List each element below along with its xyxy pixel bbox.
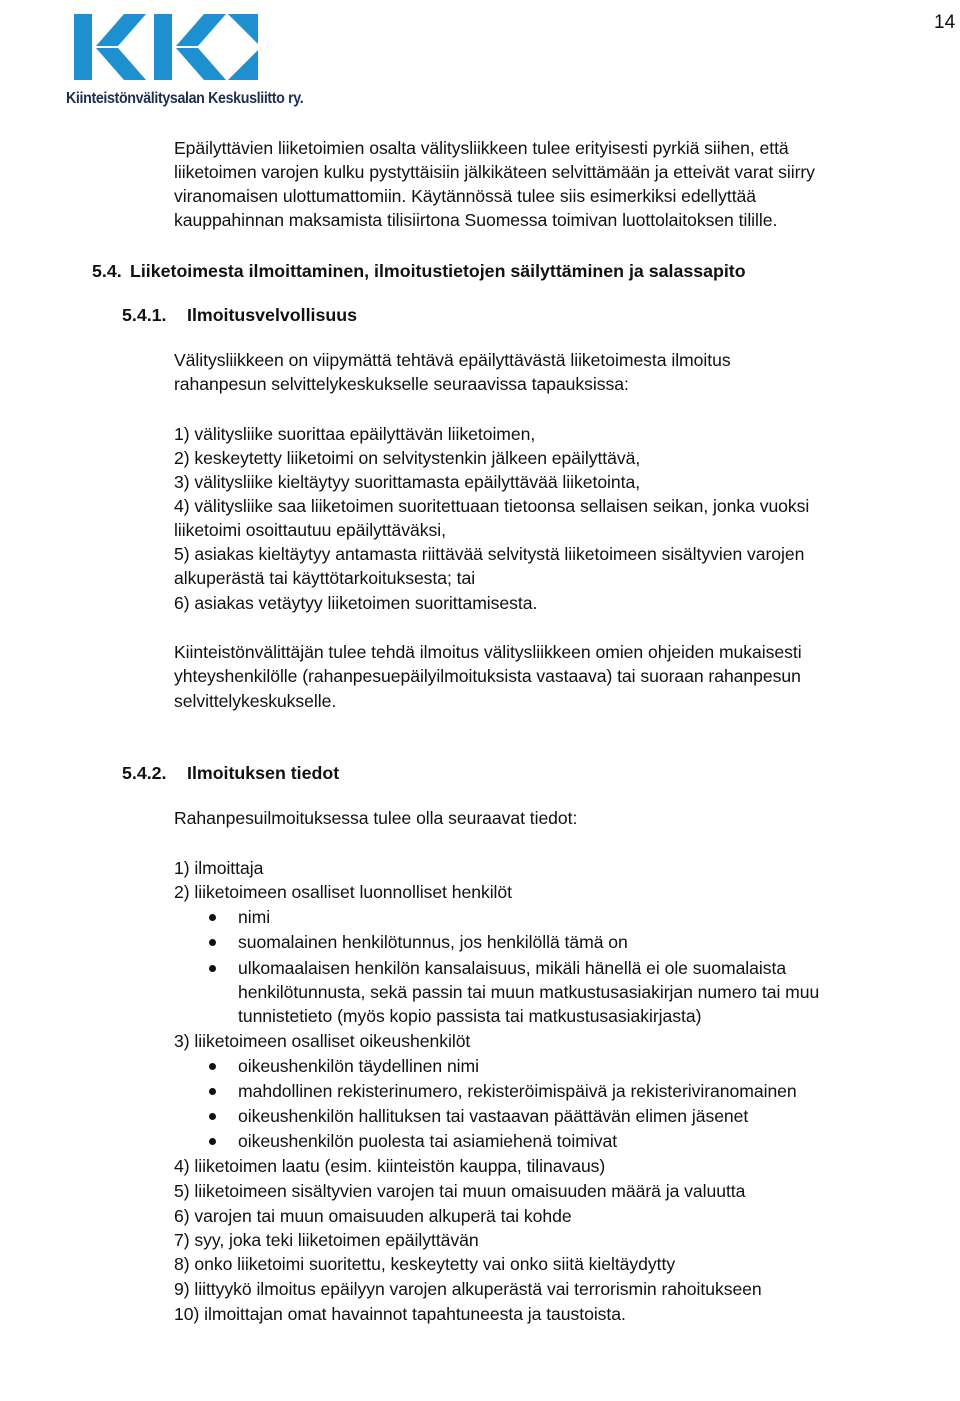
list-item: 3) välitysliike kieltäytyy suorittamasta epäilyttävää liiketointa, — [174, 472, 641, 492]
bullet-item-continuation: tunnistetieto (myös kopio passista tai matkustusasiakirjasta) — [238, 1006, 702, 1026]
bullet-icon — [209, 1063, 216, 1070]
bullet-icon — [209, 939, 216, 946]
list-item: 2) keskeytetty liiketoimi on selvitystenkin jälkeen epäilyttävä, — [174, 448, 641, 468]
paragraph-line: kauppahinnan maksamista tilisiirtona Suomessa toimivan luottolaitoksen tilille. — [174, 210, 778, 230]
bullet-item: ulkomaalaisen henkilön kansalaisuus, mikäli hänellä ei ole suomalaista — [238, 958, 787, 978]
paragraph-line: rahanpesun selvittelykeskukselle seuraavissa tapauksissa: — [174, 374, 629, 394]
subsection-heading: Ilmoitusvelvollisuus — [187, 305, 357, 325]
list-item: 6) varojen tai muun omaisuuden alkuperä tai kohde — [174, 1206, 572, 1226]
list-item: liiketoimi osoittautuu epäilyttäväksi, — [174, 520, 446, 540]
paragraph-line: liiketoimen varojen kulku pystyttäisiin jälkikäteen selvittämään ja etteivät varat siirry — [174, 162, 815, 182]
paragraph-line: selvittelykeskukselle. — [174, 691, 337, 711]
subsection-number: 5.4.2. — [122, 763, 167, 783]
paragraph-line: Kiinteistönvälittäjän tulee tehdä ilmoitus välitysliikkeen omien ohjeiden mukaisesti — [174, 642, 802, 662]
list-item: 4) liiketoimen laatu (esim. kiinteistön kauppa, tilinavaus) — [174, 1156, 606, 1176]
list-item: 8) onko liiketoimi suoritettu, keskeytetty vai onko siitä kieltäydytty — [174, 1254, 676, 1274]
logo-text: Kiinteistönvälitysalan Keskusliitto ry. — [66, 90, 304, 107]
organization-logo — [62, 8, 304, 108]
list-item: 3) liiketoimeen osalliset oikeushenkilöt — [174, 1031, 471, 1051]
bullet-icon — [209, 965, 216, 972]
list-item: 6) asiakas vetäytyy liiketoimen suorittamisesta. — [174, 593, 538, 613]
list-item: alkuperästä tai käyttötarkoituksesta; tai — [174, 568, 476, 588]
paragraph-line: Välitysliikkeen on viipymättä tehtävä epäilyttävästä liiketoimesta ilmoitus — [174, 350, 731, 370]
section-number: 5.4. — [92, 261, 122, 281]
page-number: 14 — [934, 12, 956, 33]
bullet-item-continuation: henkilötunnusta, sekä passin tai muun matkustusasiakirjan numero tai muu — [238, 982, 820, 1002]
list-item: 2) liiketoimeen osalliset luonnolliset henkilöt — [174, 882, 512, 902]
bullet-icon — [209, 1088, 216, 1095]
list-item: 9) liittyykö ilmoitus epäilyyn varojen alkuperästä vai terrorismin rahoitukseen — [174, 1279, 762, 1299]
bullet-item: oikeushenkilön puolesta tai asiamiehenä toimivat — [238, 1131, 618, 1151]
bullet-item: oikeushenkilön täydellinen nimi — [238, 1056, 480, 1076]
list-item: 1) ilmoittaja — [174, 858, 264, 878]
list-item: 5) asiakas kieltäytyy antamasta riittävää selvitystä liiketoimeen sisältyvien varojen — [174, 544, 805, 564]
bullet-item: mahdollinen rekisterinumero, rekisteröimispäivä ja rekisteriviranomainen — [238, 1081, 797, 1101]
paragraph-line: yhteyshenkilölle (rahanpesuepäilyilmoituksista vastaava) tai suoraan rahanpesun — [174, 666, 801, 686]
paragraph-line: Rahanpesuilmoituksessa tulee olla seuraavat tiedot: — [174, 808, 578, 828]
list-item: 7) syy, joka teki liiketoimen epäilyttävän — [174, 1230, 479, 1250]
subsection-number: 5.4.1. — [122, 305, 167, 325]
bullet-icon — [209, 914, 216, 921]
list-item: 1) välitysliike suorittaa epäilyttävän liiketoimen, — [174, 424, 536, 444]
section-heading: Liiketoimesta ilmoittaminen, ilmoitustietojen säilyttäminen ja salassapito — [130, 261, 746, 281]
bullet-icon — [209, 1113, 216, 1120]
bullet-icon — [209, 1138, 216, 1145]
list-item: 5) liiketoimeen sisältyvien varojen tai muun omaisuuden määrä ja valuutta — [174, 1181, 746, 1201]
list-item: 10) ilmoittajan omat havainnot tapahtuneesta ja taustoista. — [174, 1304, 626, 1324]
subsection-heading: Ilmoituksen tiedot — [187, 763, 340, 783]
bullet-item: oikeushenkilön hallituksen tai vastaavan päättävän elimen jäsenet — [238, 1106, 749, 1126]
bullet-item: nimi — [238, 907, 271, 927]
bullet-item: suomalainen henkilötunnus, jos henkilöllä tämä on — [238, 932, 628, 952]
list-item: 4) välitysliike saa liiketoimen suoritettuaan tietoonsa sellaisen seikan, jonka vuoksi — [174, 496, 810, 516]
kk-logo-icon — [62, 8, 272, 88]
paragraph-line: viranomaisen ulottumattomiin. Käytännössä tulee siis esimerkiksi edellyttää — [174, 186, 756, 206]
paragraph-line: Epäilyttävien liiketoimien osalta välitysliikkeen tulee erityisesti pyrkiä siihen, että — [174, 138, 789, 158]
